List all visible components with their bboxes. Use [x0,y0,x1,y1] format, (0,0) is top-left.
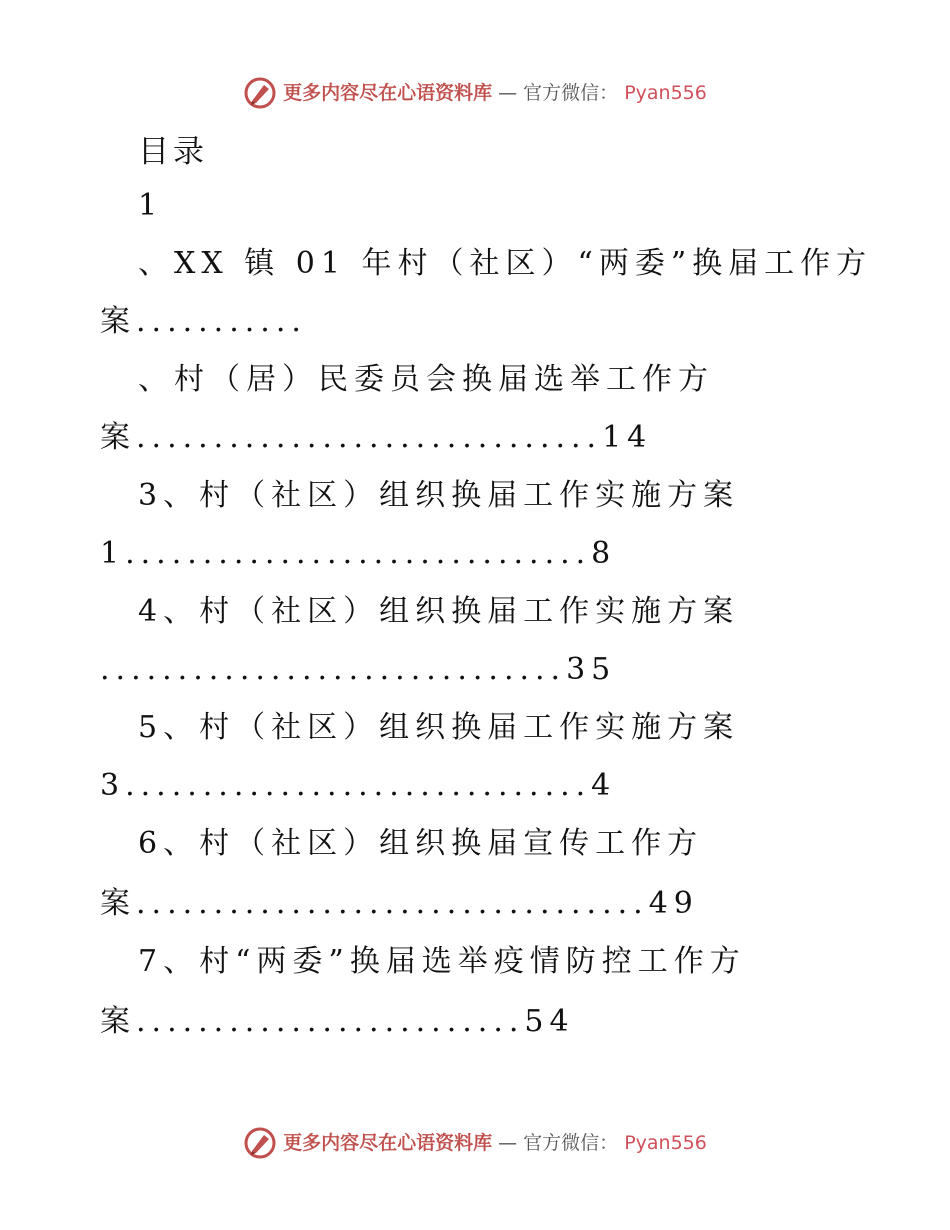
watermark-dash: — [498,82,518,104]
watermark-wechat-id: Pyan556 [624,82,707,104]
toc-line: 案........... [100,304,307,339]
toc-line: ..............................35 [100,652,617,687]
toc-line: 6、村（社区）组织换届宣传工作方 [138,826,704,861]
watermark-header [0,76,950,110]
pen-logo-icon [243,1126,277,1160]
watermark-red-text: 更多内容尽在心语资料库 [283,1132,493,1154]
toc-line: 案.........................54 [100,1004,575,1039]
pen-logo-icon [243,76,277,110]
watermark-wechat-label: 官方微信： [523,82,619,104]
toc-line: 、村（居）民委员会换届选举工作方 [138,362,714,397]
toc-line: 案.................................49 [100,886,699,921]
toc-line: 4、村（社区）组织换届工作实施方案 [138,594,740,629]
toc-line: 案..............................14 [100,420,653,455]
watermark-wechat-id: Pyan556 [624,1132,707,1154]
watermark-wechat-label: 官方微信： [523,1132,619,1154]
toc-line: 3、村（社区）组织换届工作实施方案 [138,478,740,513]
toc-line: 3..............................4 [100,768,617,803]
toc-line: 5、村（社区）组织换届工作实施方案 [138,710,740,745]
toc-line: 1..............................8 [100,536,617,571]
toc-line: 1 [138,188,164,223]
watermark-footer [0,1126,950,1160]
watermark-dash: — [498,1132,518,1154]
toc-line: 7、村“两委”换届选举疫情防控工作方 [138,944,746,979]
watermark-red-text: 更多内容尽在心语资料库 [283,82,493,104]
page-title: 目录 [138,134,208,170]
toc-line: 、XX 镇 01 年村（社区）“两委”换届工作方 [138,246,873,281]
